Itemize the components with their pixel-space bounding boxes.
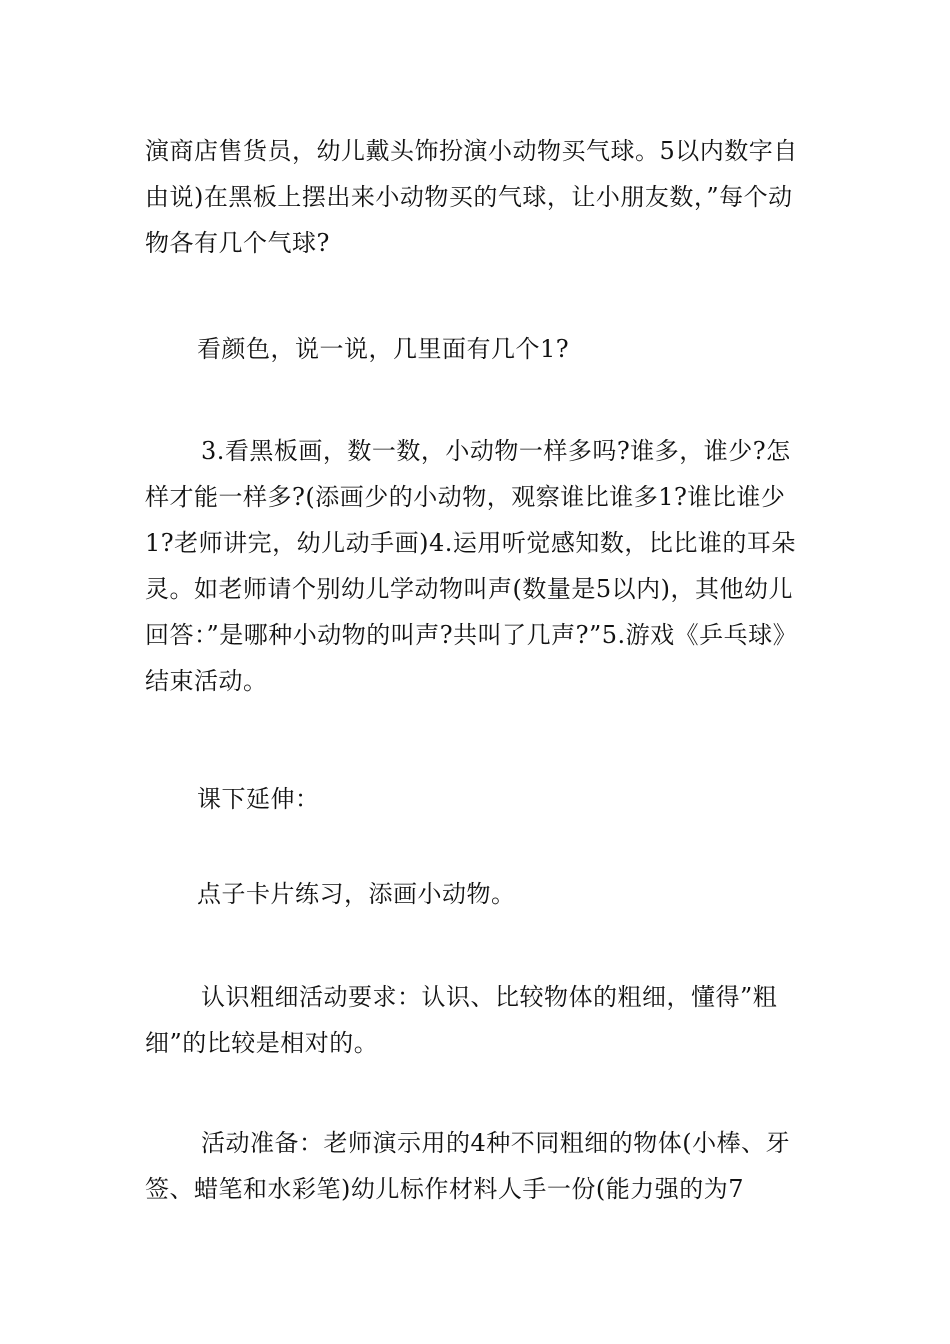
- paragraph-5: 点子卡片练习，添画小动物。: [197, 880, 516, 908]
- paragraph-7: 活动准备：老师演示用的4种不同粗细的物体(小棒、牙签、蜡笔和水彩笔)幼儿标作材料人手一份(能力强的为7: [145, 1129, 791, 1203]
- paragraph-1: 演商店售货员，幼儿戴头饰扮演小动物买气球。5以内数字自由说)在黑板上摆出来小动物买的气球，让小朋友数，”每个动物各有几个气球?: [145, 137, 798, 257]
- paragraph-4: 课下延伸：: [197, 785, 320, 813]
- paragraph-2: 看颜色，说一说，几里面有几个1?: [197, 335, 570, 363]
- paragraph-3: 3.看黑板画，数一数，小动物一样多吗?谁多，谁少?怎样才能一样多?(添画少的小动物，观察谁比谁多1?谁比谁少1?老师讲完，幼儿动手画)4.运用听觉感知数，比比谁的耳朵灵。如老师请个别幼儿学动物叫声(数量是5以内)，其他幼儿回答：”是哪种小动物的叫声?共叫了几声?”5.游戏《乒乓球》结束活动。: [145, 437, 798, 695]
- paragraph-6: 认识粗细活动要求：认识、比较物体的粗细，懂得”粗细”的比较是相对的。: [145, 983, 778, 1057]
